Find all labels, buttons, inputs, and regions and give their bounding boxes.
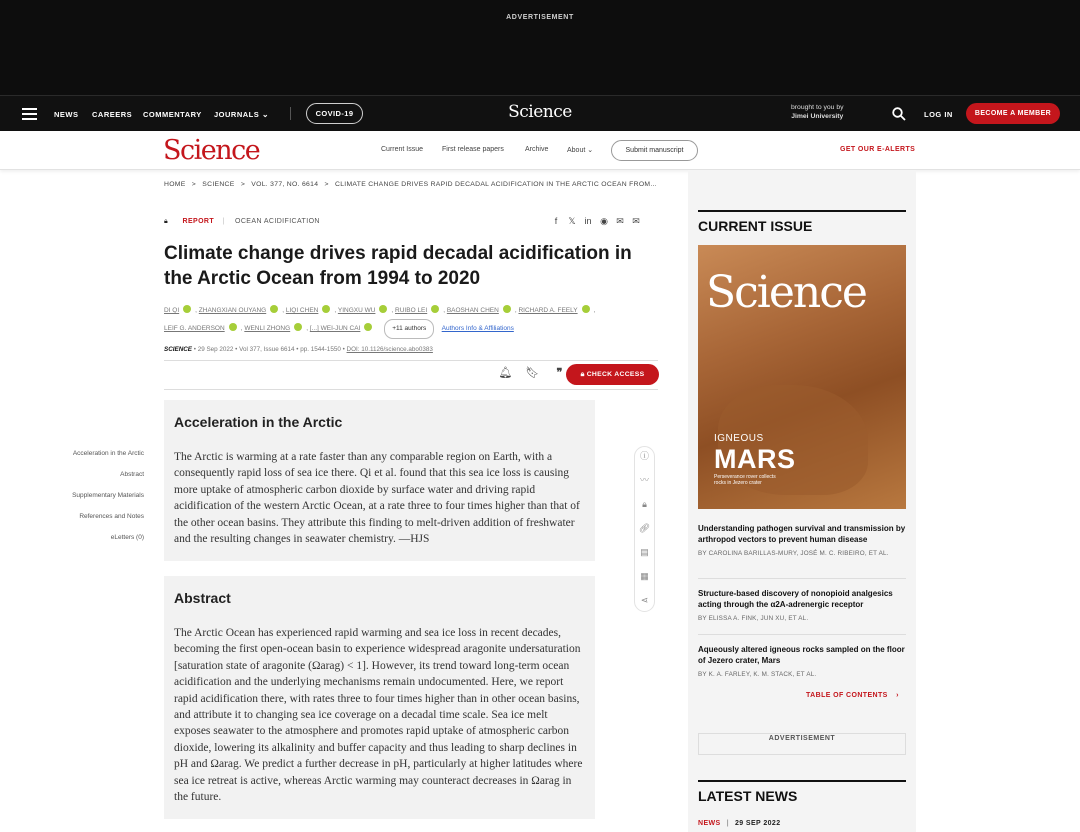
cover-kicker: IGNEOUS	[714, 433, 764, 444]
abstract-text: The Arctic Ocean has experienced rapid warming and sea ice loss in recent decades, becoming the first open-ocean basin to experience widespread aragonite undersaturation [saturation state of aragonite (Ωarag) < 1]. However, its trend toward long-term ocean acidification and the underlying mechanisms remain undocumented. Here, we report rapid acidification there, with rates three to four times higher than in other ocean basins, and attribute it to changing sea ice coverage on a decadal time scale. Sea ice melt exposes seawater to the atmosphere and promotes rapid uptake of atmospheric carbon dioxide, lowering its alkalinity and buffer capacity and thus leading to sharp declines in pH and Ωarag. We predict a further decrease in pH, particularly at higher latitudes where sea ice retreat is active, whereas Arctic warming may counteract decreases in Ωarag in the future.	[174, 627, 583, 804]
more-authors-button[interactable]: +11 authors	[384, 319, 434, 339]
toc-item[interactable]: References and Notes	[79, 513, 144, 520]
bookmark-icon[interactable]: 🔖︎	[525, 367, 540, 379]
nav-journals-label: JOURNALS	[214, 110, 260, 119]
orcid-icon[interactable]	[229, 323, 237, 331]
toc-item[interactable]: eLetters (0)	[110, 534, 144, 541]
cover-masthead: Science	[706, 267, 866, 318]
science-logo[interactable]: Science	[508, 102, 572, 122]
sidebar-advertisement: ADVERTISEMENT	[698, 733, 906, 755]
breadcrumb-science[interactable]: SCIENCE	[202, 181, 235, 188]
author-name[interactable]: RUIBO LEI	[395, 307, 428, 314]
article-title: Climate change drives rapid decadal acidification in the Arctic Ocean from 1994 to 2020	[164, 243, 632, 289]
breadcrumb-home[interactable]: HOME	[164, 181, 186, 188]
issue-article-byline: BY K. A. FARLEY, K. M. STACK, ET AL.	[698, 671, 817, 678]
orcid-icon[interactable]	[270, 305, 278, 313]
check-access-label: CHECK ACCESS	[586, 371, 645, 378]
type-divider: |	[222, 218, 225, 225]
publication-date: 29 Sep 2022	[197, 346, 234, 353]
news-tag[interactable]: NEWS	[698, 820, 721, 827]
breadcrumb-current: CLIMATE CHANGE DRIVES RAPID DECADAL ACIDIFICATION IN THE ARCTIC OCEAN FROM...	[334, 181, 657, 188]
summary-text: The Arctic is warming at a rate faster than any comparable region on Earth, with a consequently rapid loss of sea ice there. Qi et al. found that this sea ice loss is causing more uptake of atmospheric carbon dioxide by surface water and driving rapid acidification of the western Arctic Ocean, at a rate three to four times higher than that of the other ocean basins. They attribute this finding to melt-driven addition of freshwater and the resulting changes in seawater chemistry. —HJS	[174, 451, 580, 546]
journal-subnav	[0, 131, 1080, 170]
issue-article-title[interactable]: Structure-based discovery of nonopioid analgesics acting through the α2A-adrenergic receptor	[698, 589, 893, 609]
bell-icon[interactable]: 🔔︎	[498, 367, 513, 379]
abstract-heading: Abstract	[174, 590, 231, 606]
toc-item[interactable]: Supplementary Materials	[72, 492, 144, 499]
page-range: pp. 1544-1550	[300, 346, 341, 353]
subnav-archive[interactable]: Archive	[525, 146, 549, 153]
link-icon[interactable]: 🔗︎	[638, 523, 651, 533]
divider	[698, 578, 906, 579]
orcid-icon[interactable]	[503, 305, 511, 313]
cover-title: MARS	[714, 444, 796, 474]
orcid-icon[interactable]	[364, 323, 372, 331]
author-name[interactable]: RICHARD A. FEELY	[518, 307, 578, 314]
submit-manuscript-button[interactable]: Submit manuscript	[611, 140, 698, 161]
subnav-about[interactable]	[567, 146, 593, 154]
journal-logo[interactable]: Science	[163, 135, 260, 166]
chevron-down-icon: ⌄	[587, 147, 594, 154]
author-name[interactable]: YINGXU WU	[337, 307, 376, 314]
toc-link-label: TABLE OF CONTENTS	[806, 692, 888, 699]
issue-article-title[interactable]: Aqueously altered igneous rocks sampled on the floor of Jezero crater, Mars	[698, 645, 905, 665]
toc-item[interactable]: Abstract	[120, 471, 144, 478]
volume-issue[interactable]: Vol 377, Issue 6614	[239, 346, 295, 353]
menu-icon[interactable]	[22, 108, 37, 119]
breadcrumb-sep: >	[191, 181, 197, 188]
cover-subtitle: Perseverance rover collects rocks in Jezero crater	[714, 474, 776, 486]
issue-article	[698, 524, 906, 559]
nav-careers[interactable]: CAREERS	[92, 110, 133, 119]
doi-link[interactable]: DOI: 10.1126/science.abo0383	[346, 346, 433, 353]
orcid-icon[interactable]	[431, 305, 439, 313]
advertisement-label: ADVERTISEMENT	[506, 14, 574, 21]
orcid-icon[interactable]	[294, 323, 302, 331]
nav-divider	[290, 107, 291, 120]
twitter-icon[interactable]: 𝕏	[568, 216, 576, 226]
email-icon[interactable]: ✉	[632, 216, 640, 226]
e-alerts-link[interactable]: GET OUR E-ALERTS	[840, 146, 916, 153]
article-type-row	[164, 218, 320, 226]
share-icon[interactable]: ⋖	[640, 595, 649, 605]
article-tools	[492, 366, 573, 379]
issue-article-byline: BY ELISSA A. FINK, JUN XU, ET AL.	[698, 615, 809, 622]
permissions-icon[interactable]: 🔒︎	[642, 499, 647, 509]
orcid-icon[interactable]	[322, 305, 330, 313]
main-nav	[0, 95, 1080, 131]
linkedin-icon[interactable]: in	[584, 216, 592, 226]
summary-heading: Acceleration in the Arctic	[174, 414, 343, 430]
brought-by-label: brought to you by	[791, 104, 844, 111]
journal-name: SCIENCE	[164, 346, 192, 353]
metrics-icon[interactable]: 〰	[639, 475, 649, 485]
lock-icon: 🔒︎	[580, 371, 585, 378]
breadcrumb-sep: >	[324, 181, 329, 188]
article-type[interactable]: REPORT	[182, 218, 215, 225]
institution-info	[791, 104, 844, 121]
author-name[interactable]: WENLI ZHONG	[244, 325, 291, 332]
divider	[164, 360, 658, 361]
institution-name: Jimei University	[791, 112, 844, 120]
news-meta	[698, 820, 781, 827]
publication-info: SCIENCE • 29 Sep 2022 • Vol 377, Issue 6614 • pp. 1544-1550 • DOI: 10.1126/science.abo0383	[164, 346, 433, 353]
share-bar	[548, 216, 644, 227]
check-access-button[interactable]	[566, 364, 659, 385]
news-date: 29 SEP 2022	[734, 820, 781, 827]
divider	[698, 634, 906, 635]
cite-icon[interactable]: ❞	[556, 367, 563, 379]
divider	[698, 780, 906, 782]
reddit-icon[interactable]: ◉	[600, 216, 608, 226]
become-member-button[interactable]: BECOME A MEMBER	[966, 103, 1060, 124]
current-issue-heading: CURRENT ISSUE	[698, 218, 813, 234]
table-of-contents-link[interactable]	[806, 692, 899, 699]
nav-news[interactable]: NEWS	[54, 110, 79, 119]
in-page-toc	[72, 450, 144, 555]
news-divider: |	[726, 820, 729, 827]
author-name[interactable]: LIQI CHEN	[285, 307, 319, 314]
latest-news-heading: LATEST NEWS	[698, 788, 798, 804]
info-icon[interactable]: ⓘ	[639, 451, 649, 461]
abstract-section	[164, 576, 595, 819]
lock-icon: 🔒︎	[164, 218, 169, 225]
author-name[interactable]: LEIF G. ANDERSON	[164, 325, 225, 332]
issue-article-title[interactable]: Understanding pathogen survival and transmission by arthropod vectors to prevent human disease	[698, 524, 906, 544]
divider	[164, 389, 658, 390]
editor-summary	[164, 400, 595, 561]
chevron-down-icon: ⌄	[261, 110, 270, 119]
breadcrumb-volume[interactable]: VOL. 377, NO. 6614	[251, 181, 319, 188]
nav-journals[interactable]	[214, 110, 269, 119]
issue-article-byline: BY CAROLINA BARILLAS-MURY, JOSÉ M. C. RIBEIRO, ET AL.	[698, 550, 889, 557]
orcid-icon[interactable]	[183, 305, 191, 313]
subnav-about-label: About	[567, 147, 586, 154]
article-category[interactable]: OCEAN ACIDIFICATION	[235, 218, 320, 225]
author-name[interactable]: DI QI	[164, 307, 180, 314]
issue-article	[698, 589, 906, 624]
breadcrumb-sep: >	[240, 181, 246, 188]
cover-image[interactable]	[698, 245, 906, 509]
toc-item[interactable]: Acceleration in the Arctic	[72, 450, 144, 457]
affiliations-link[interactable]: Authors Info & Affiliations	[441, 325, 514, 332]
author-name[interactable]: [...] WEI-JUN CAI	[309, 325, 361, 332]
tables-icon[interactable]: ▦	[640, 571, 649, 581]
search-icon[interactable]	[892, 107, 906, 121]
issue-article	[698, 645, 906, 680]
orcid-icon[interactable]	[582, 305, 590, 313]
floating-tools	[634, 446, 655, 612]
wechat-icon[interactable]: ✉	[616, 216, 624, 226]
nav-commentary[interactable]: COMMENTARY	[143, 110, 202, 119]
covid-button[interactable]: COVID-19	[306, 103, 363, 124]
author-name[interactable]: BAOSHAN CHEN	[446, 307, 499, 314]
author-name[interactable]: ZHANGXIAN OUYANG	[198, 307, 267, 314]
subnav-first-release[interactable]: First release papers	[442, 146, 504, 153]
divider	[698, 210, 906, 212]
figures-icon[interactable]: ▤	[640, 547, 649, 557]
login-link[interactable]: LOG IN	[924, 110, 953, 119]
chevron-right-icon: ›	[896, 692, 899, 699]
subnav-current-issue[interactable]: Current Issue	[381, 146, 424, 153]
facebook-icon[interactable]: f	[554, 216, 558, 226]
author-list: DI QI , ZHANGXIAN OUYANG , LIQI CHEN , YINGXU WU , RUIBO LEI , BAOSHAN CHEN , RICHARD A. FEELY , LEIF G. ANDERSON , WENLI ZHONG , [...] WEI-JUN CAI +11 authors Authors Info & Affiliations	[164, 303, 604, 339]
top-advertisement	[0, 0, 1080, 95]
orcid-icon[interactable]	[379, 305, 387, 313]
breadcrumb	[164, 181, 661, 188]
